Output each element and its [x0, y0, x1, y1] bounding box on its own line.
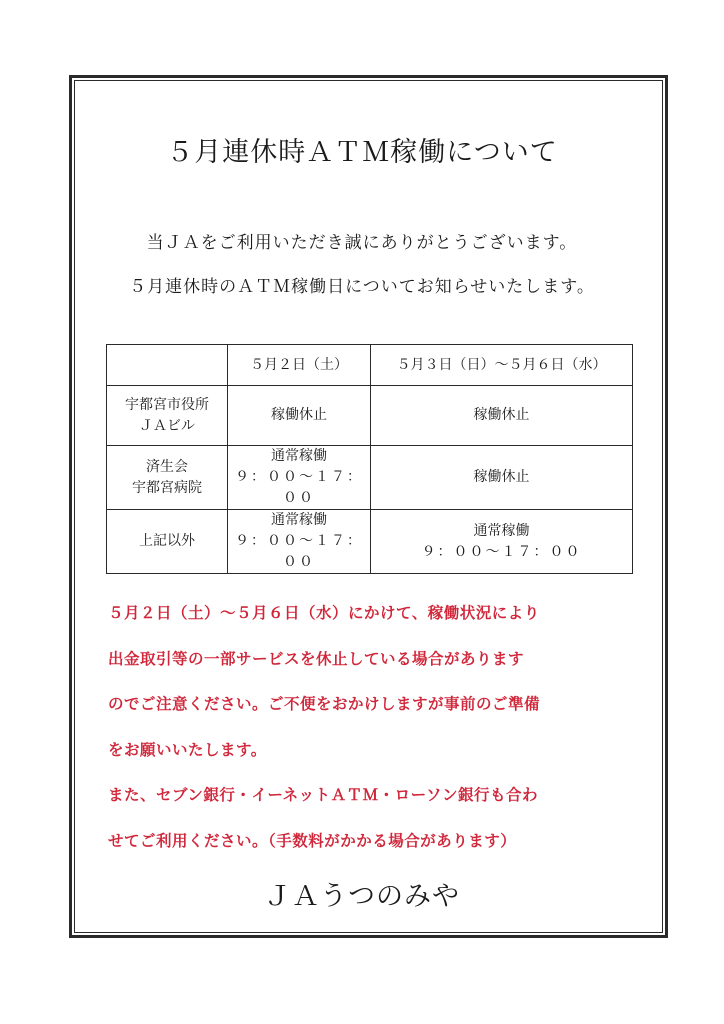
table-row [107, 510, 633, 574]
may3-6-cell [371, 386, 633, 446]
organization-name: ＪＡうつのみや [264, 881, 460, 912]
table-header-row [107, 345, 633, 386]
intro-line-2: ５月連休時のＡＴＭ稼働日についてお知らせいたします。 [129, 277, 595, 297]
may2-cell [228, 446, 371, 510]
notice-line: のでご注意ください。ご不便をおかけしますが事前のご準備 [108, 695, 541, 713]
notice-line: をお願いいたします。 [108, 740, 267, 759]
atm-schedule-table [106, 344, 633, 574]
notice-block [108, 591, 638, 864]
hours-text: ９：００～１７：００ [421, 543, 582, 560]
status-text: 稼働休止 [271, 407, 327, 423]
location-line: 宇都宮市役所 [125, 396, 209, 413]
table-row [107, 446, 633, 510]
notice-line: また、セブン銀行・イーネットＡＴＭ・ローソン銀行も合わ [108, 786, 538, 804]
table-row [107, 386, 633, 446]
intro-line-1: 当ＪＡをご利用いただき誠にありがとうございます。 [146, 233, 578, 253]
page-title: ５月連休時ＡＴＭ稼働について [166, 137, 558, 168]
may2-cell [228, 386, 371, 446]
may3-6-cell [371, 510, 633, 574]
may3-6-cell [371, 446, 633, 510]
location-cell [107, 386, 228, 446]
status-text: 稼働休止 [473, 469, 530, 485]
status-text: 通常稼働 [271, 512, 327, 528]
header-cell-may3-6: ５月３日（日）～５月６日（水） [371, 345, 633, 386]
notice-line: せてご利用ください。（手数料がかかる場合があります） [108, 831, 517, 850]
status-text: 稼働休止 [473, 407, 530, 423]
may2-cell [228, 510, 371, 574]
location-line: 宇都宮病院 [132, 479, 202, 496]
hours-text: ９：００～１７：００ [235, 533, 363, 570]
location-line: 済生会 [146, 458, 188, 475]
hours-text: ９：００～１７：００ [235, 469, 363, 506]
notice-line: 出金取引等の一部サービスを休止している場合があります [108, 649, 525, 668]
location-cell [107, 510, 228, 574]
location-line: 上記以外 [139, 533, 195, 549]
location-cell [107, 446, 228, 510]
status-text: 通常稼働 [271, 448, 327, 464]
location-line: ＪＡビル [139, 417, 195, 434]
status-text: 通常稼働 [473, 522, 530, 539]
header-cell-blank [107, 345, 228, 386]
notice-line: ５月２日（土）～５月６日（水）にかけて、稼働状況により [108, 604, 540, 622]
header-cell-may2: ５月２日（土） [228, 345, 371, 386]
